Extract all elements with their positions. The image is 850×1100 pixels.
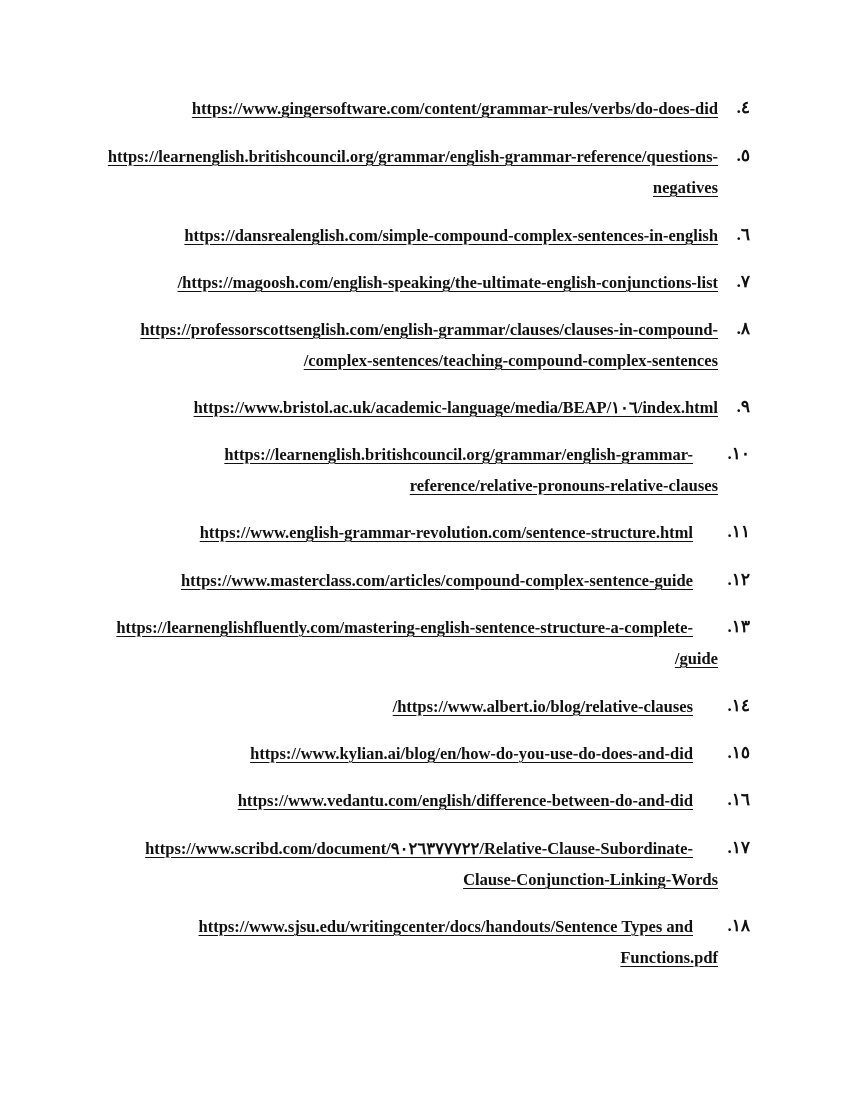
reference-number: .١٦ [727, 790, 750, 809]
reference-link[interactable] [65, 565, 693, 596]
reference-link-text[interactable]: https://www.kylian.ai/blog/en/how-do-you-use-do-does-and-did [250, 744, 693, 763]
reference-number: .٩ [736, 397, 750, 416]
reference-link-text[interactable]: https://www.vedantu.com/english/difference-between-do-and-did [237, 791, 693, 810]
reference-link[interactable] [65, 833, 718, 895]
reference-link-text[interactable]: https://learnenglish.britishcouncil.org/grammar/english-grammar- [224, 445, 693, 464]
reference-link[interactable] [65, 911, 718, 973]
list-item [90, 146, 750, 216]
reference-number: .٦ [736, 225, 750, 244]
reference-number: .١٨ [727, 916, 750, 935]
reference-number: .١٢ [727, 570, 750, 589]
reference-link-text[interactable]: /https://www.albert.io/blog/relative-clauses [392, 697, 693, 716]
reference-link[interactable] [90, 314, 718, 376]
reference-number: .١٠ [727, 444, 750, 463]
reference-link[interactable] [65, 785, 693, 816]
reference-link[interactable] [65, 691, 693, 722]
reference-link-text[interactable]: /complex-sentences/teaching-compound-complex-sentences [303, 351, 718, 370]
reference-link-text[interactable]: https://www.gingersoftware.com/content/grammar-rules/verbs/do-does-did [191, 99, 718, 118]
list-item [90, 444, 750, 514]
reference-link[interactable] [90, 141, 718, 203]
reference-number: .٤ [736, 98, 750, 117]
list-item [90, 319, 750, 389]
reference-link[interactable] [90, 93, 718, 124]
list-item [90, 838, 750, 908]
reference-link[interactable] [90, 267, 718, 298]
reference-link-text[interactable]: /guide [674, 649, 718, 668]
reference-link-text[interactable]: Functions.pdf [620, 948, 718, 967]
reference-link-text[interactable]: negatives [652, 178, 718, 197]
reference-link-text[interactable]: https://www.bristol.ac.uk/academic-language/media/BEAP/١٠٦/index.html [193, 398, 718, 417]
reference-link-text[interactable]: Clause-Conjunction-Linking-Words [463, 870, 718, 889]
reference-link[interactable] [65, 612, 718, 674]
reference-number: .٨ [736, 319, 750, 338]
reference-link-text[interactable]: https://dansrealenglish.com/simple-compound-complex-sentences-in-english [184, 226, 718, 245]
reference-link-text[interactable]: /https://magoosh.com/english-speaking/the-ultimate-english-conjunctions-list [177, 273, 718, 292]
reference-number: .١١ [727, 522, 750, 541]
reference-link-text[interactable]: https://learnenglishfluently.com/mastering-english-sentence-structure-a-complete- [116, 618, 693, 637]
reference-number: .١٣ [727, 617, 750, 636]
reference-link-text[interactable]: https://www.sjsu.edu/writingcenter/docs/handouts/Sentence Types and [198, 917, 693, 936]
reference-number: .٥ [736, 146, 750, 165]
reference-link-text[interactable]: reference/relative-pronouns-relative-clauses [409, 476, 718, 495]
reference-number: .٧ [736, 272, 750, 291]
reference-number: .١٥ [727, 743, 750, 762]
reference-link-text[interactable]: https://professorscottsenglish.com/english-grammar/clauses/clauses-in-compound- [140, 320, 718, 339]
reference-link[interactable] [90, 392, 718, 423]
reference-link-text[interactable]: https://www.english-grammar-revolution.com/sentence-structure.html [199, 523, 693, 542]
list-item [90, 617, 750, 687]
reference-link[interactable] [65, 517, 693, 548]
list-item [90, 916, 750, 986]
reference-link[interactable] [90, 220, 718, 251]
reference-link-text[interactable]: https://www.masterclass.com/articles/compound-complex-sentence-guide [180, 571, 693, 590]
reference-number: .١٤ [727, 696, 750, 715]
reference-link-text[interactable]: https://learnenglish.britishcouncil.org/grammar/english-grammar-reference/questions- [107, 147, 718, 166]
reference-number: .١٧ [727, 838, 750, 857]
reference-link-text[interactable]: https://www.scribd.com/document/٩٠٢٦٣٧٧٧٢٢/Relative-Clause-Subordinate- [145, 839, 693, 858]
reference-link[interactable] [65, 738, 693, 769]
reference-link[interactable] [65, 439, 718, 501]
